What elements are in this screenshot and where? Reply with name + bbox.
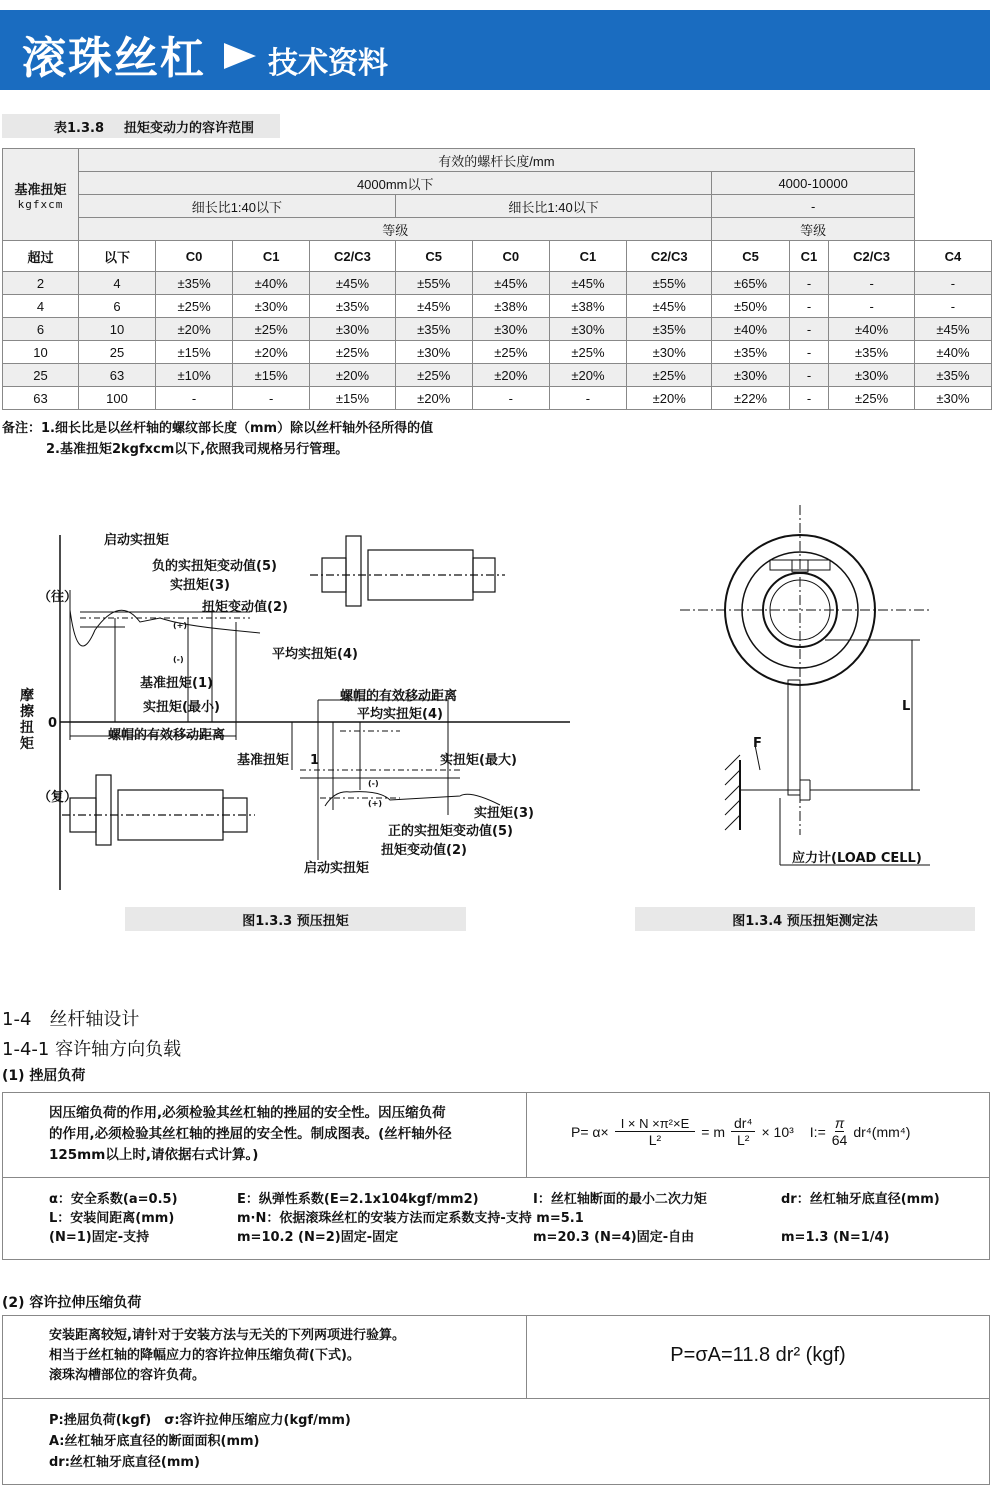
table-cell: ±38% <box>472 295 549 318</box>
label-nut-travel: 螺帽的有效移动距离 <box>340 689 458 704</box>
table-cell: - <box>789 295 829 318</box>
table-cell: 2 <box>3 272 79 295</box>
label-force: F <box>753 736 762 751</box>
label-pos-variation: 正的实扭矩变动值(5) <box>388 824 513 839</box>
table-cell: - <box>914 295 991 318</box>
table-cell: - <box>789 387 829 410</box>
table-cell: ±45% <box>914 318 991 341</box>
table-cell: ±65% <box>712 272 789 295</box>
table-cell: ±20% <box>549 364 626 387</box>
table-cell: ±30% <box>627 341 712 364</box>
table-cell: ±20% <box>310 364 395 387</box>
table-cell: ±45% <box>627 295 712 318</box>
table-cell: ±15% <box>310 387 395 410</box>
divider <box>3 1398 989 1399</box>
table-cell: ±25% <box>627 364 712 387</box>
grade-col: C0 <box>156 241 233 272</box>
length-header: 有效的螺杆长度/mm <box>79 149 915 172</box>
table-cell: - <box>789 341 829 364</box>
table-cell: ±30% <box>712 364 789 387</box>
table-cell: 10 <box>3 341 79 364</box>
table-cell: - <box>233 387 310 410</box>
tension-box <box>2 1315 990 1485</box>
table-cell: ±30% <box>829 364 914 387</box>
table-cell: ±40% <box>712 318 789 341</box>
table-cell: ±30% <box>233 295 310 318</box>
label-max-torque: 实扭矩(最大) <box>440 753 517 768</box>
table-cell: 4 <box>3 295 79 318</box>
note-2: 2.基准扭矩2kgfxcm以下,依照我司规格另行管理。 <box>46 442 349 457</box>
label-average-torque: 平均实扭矩(4) <box>357 707 443 722</box>
divider <box>526 1093 527 1177</box>
label-ref-torque: 基准扭矩 <box>237 753 290 768</box>
grade-col: C1 <box>549 241 626 272</box>
label-start-torque: 启动实扭矩 <box>304 861 370 876</box>
page-header <box>0 10 990 90</box>
grade-col: C0 <box>472 241 549 272</box>
preload-torque-diagram <box>0 500 600 890</box>
range1-header: 4000mm以下 <box>79 172 712 195</box>
buckling-title: (1) 挫屈负荷 <box>2 1068 86 1084</box>
grade-col: C5 <box>712 241 789 272</box>
table-cell: ±20% <box>627 387 712 410</box>
table-cell: - <box>789 272 829 295</box>
table-cell: ±45% <box>310 272 395 295</box>
table-cell: ±15% <box>233 364 310 387</box>
label-one: 1 <box>310 753 320 768</box>
table-cell: ±35% <box>156 272 233 295</box>
table-row <box>3 364 992 387</box>
table-cell: ±25% <box>549 341 626 364</box>
buckling-formula: P= α× $\frac{\text{I × N ×π²×E}}{\text{L²}}$ = m $\frac{\text{dr⁴}}{\text{L²}}$ × 10³ I:= $\frac{\pi}{64}$ dr⁴(mm⁴) <box>571 1115 911 1148</box>
table-cell: - <box>829 295 914 318</box>
y-axis-label: 摩擦扭矩 <box>20 688 34 752</box>
table-cell: ±35% <box>627 318 712 341</box>
tension-description: 安装距离较短,请针对于安装方法与无关的下列两项进行验算。 相当于丝杠轴的降幅应力的容许拉伸压缩负荷(下式)。 滚珠沟槽部位的容许负荷。 <box>49 1328 405 1383</box>
grade-col: C1 <box>789 241 829 272</box>
header-subtitle: 技术资料 <box>268 46 388 81</box>
buckling-definitions: α：安全系数(a=0.5) E：纵弹性系数(E=2.1x104kgf/mm2) I：丝杠轴断面的最小二次力矩 dr：丝杠轴牙底直径(mm) L：安装间距离(mm) m·N：依据滚珠丝杠的安装方法而定系数支持-支持 m=5.1 (N=1)固定-支持 m=10.2 (N=2)固定-固定 m=20.3 (N=4)固定-自由 m=1.3 (N=1/4) <box>49 1192 940 1245</box>
grade-header: 等级 <box>712 218 914 241</box>
table-cell: ±10% <box>156 364 233 387</box>
section-title: 1-4 丝杆轴设计 <box>2 1009 140 1030</box>
table-cell: ±45% <box>472 272 549 295</box>
table-row <box>3 387 992 410</box>
note-1: 备注：1.细长比是以丝杆轴的螺纹部长度（mm）除以丝杆轴外径所得的值 <box>2 421 434 436</box>
grade-col: C2/C3 <box>829 241 914 272</box>
table-cell: 25 <box>79 341 156 364</box>
range2-header: 4000-10000 <box>712 172 914 195</box>
divider <box>3 1177 989 1178</box>
label-actual-torque: 实扭矩(3) <box>170 578 230 593</box>
table-cell: ±35% <box>829 341 914 364</box>
ratio-header: 细长比1:40以下 <box>395 195 712 218</box>
table-cell: ±25% <box>829 387 914 410</box>
forward-label: （往） <box>38 590 78 605</box>
figure-caption: 图1.3.3 预压扭矩 <box>125 907 466 931</box>
label-length: L <box>902 699 911 714</box>
grade-col: C2/C3 <box>627 241 712 272</box>
subsection-title: 1-4-1 容许轴方向负载 <box>2 1039 182 1060</box>
table-row <box>3 295 992 318</box>
table-cell: - <box>914 272 991 295</box>
table-cell: 4 <box>79 272 156 295</box>
col-under: 以下 <box>79 241 156 272</box>
table-cell: ±30% <box>395 341 472 364</box>
table-cell: ±25% <box>472 341 549 364</box>
label-ref-torque: 基准扭矩(1) <box>140 676 213 691</box>
col-over: 超过 <box>3 241 79 272</box>
table-cell: 6 <box>79 295 156 318</box>
label-start-torque: 启动实扭矩 <box>104 533 170 548</box>
table-cell: ±15% <box>156 341 233 364</box>
grade-col: C5 <box>395 241 472 272</box>
label-torque-variation: 扭矩变动值(2) <box>381 843 467 858</box>
table-cell: ±30% <box>472 318 549 341</box>
table-cell: ±40% <box>914 341 991 364</box>
table-cell: ±35% <box>395 318 472 341</box>
label-min-torque: 实扭矩(最小) <box>143 700 220 715</box>
table-cell: ±40% <box>233 272 310 295</box>
label-load-cell: 应力计(LOAD CELL) <box>792 851 922 866</box>
table-cell: ±40% <box>829 318 914 341</box>
label-actual-torque: 实扭矩(3) <box>474 806 534 821</box>
table-cell: ±25% <box>233 318 310 341</box>
table-cell: - <box>156 387 233 410</box>
buckling-description: 因压缩负荷的作用,必须检验其丝杠轴的挫屈的安全性。因压缩负荷 的作用,必须检验其丝杠轴的挫屈的安全性。制成图表。(丝杆轴外径 125mm以上时,请依据右式计算。) <box>49 1105 452 1163</box>
tension-title: (2) 容许拉伸压缩负荷 <box>2 1295 142 1311</box>
table-cell: ±45% <box>395 295 472 318</box>
table-caption-number: 表1.3.8 <box>54 120 105 136</box>
label-average-torque: 平均实扭矩(4) <box>272 647 358 662</box>
table-cell: ±22% <box>712 387 789 410</box>
grade-col: C4 <box>914 241 991 272</box>
label-plus: (+) <box>368 799 383 808</box>
backward-label: （复） <box>38 790 78 805</box>
table-cell: ±50% <box>712 295 789 318</box>
buckling-box <box>2 1092 990 1260</box>
ref-torque-header: 基准扭矩 kgfxcm <box>3 149 79 241</box>
table-cell: ±30% <box>914 387 991 410</box>
table-cell: ±35% <box>914 364 991 387</box>
table-cell: ±20% <box>156 318 233 341</box>
table-cell: - <box>549 387 626 410</box>
table-cell: - <box>789 364 829 387</box>
table-cell: 63 <box>3 387 79 410</box>
arrow-right-icon <box>224 43 256 69</box>
grade-header: 等级 <box>79 218 712 241</box>
table-cell: ±30% <box>310 318 395 341</box>
tension-formula: P=σA=11.8 dr² (kgf) <box>670 1344 846 1366</box>
table-cell: 63 <box>79 364 156 387</box>
table-cell: ±35% <box>712 341 789 364</box>
preload-measurement-diagram <box>640 500 980 880</box>
table-cell: 6 <box>3 318 79 341</box>
label-plus: (+) <box>173 621 188 630</box>
table-cell: ±55% <box>627 272 712 295</box>
table-cell: ±55% <box>395 272 472 295</box>
label-minus: (-) <box>368 779 379 788</box>
header-title: 滚珠丝杠 <box>22 33 206 84</box>
grade-col: C2/C3 <box>310 241 395 272</box>
table-cell: ±45% <box>549 272 626 295</box>
ratio-header: - <box>712 195 914 218</box>
table-caption-text: 扭矩变动力的容许范围 <box>124 120 255 136</box>
table-cell: - <box>472 387 549 410</box>
label-torque-variation: 扭矩变动值(2) <box>202 600 288 615</box>
table-cell: - <box>829 272 914 295</box>
ratio-header: 细长比1:40以下 <box>79 195 396 218</box>
table-cell: ±25% <box>156 295 233 318</box>
table-cell: ±20% <box>472 364 549 387</box>
label-zero: 0 <box>48 716 58 731</box>
table-row <box>3 318 992 341</box>
table-cell: ±35% <box>310 295 395 318</box>
table-row <box>3 341 992 364</box>
table-cell: 25 <box>3 364 79 387</box>
table-cell: ±25% <box>395 364 472 387</box>
table-cell: ±25% <box>310 341 395 364</box>
table-cell: ±30% <box>549 318 626 341</box>
table-cell: - <box>789 318 829 341</box>
grade-col: C1 <box>233 241 310 272</box>
table-cell: ±20% <box>395 387 472 410</box>
torque-tolerance-table <box>2 148 992 410</box>
label-minus: (-) <box>173 655 184 664</box>
label-nut-travel: 螺帽的有效移动距离 <box>108 728 226 743</box>
table-row <box>3 272 992 295</box>
table-cell: 100 <box>79 387 156 410</box>
label-neg-variation: 负的实扭矩变动值(5) <box>152 559 277 574</box>
table-cell: ±20% <box>233 341 310 364</box>
table-caption <box>2 114 280 138</box>
tension-definitions: P:挫屈负荷(kgf) σ:容许拉伸压缩应力(kgf/mm) A:丝杠轴牙底直径的断面面积(mm) dr:丝杠轴牙底直径(mm) <box>49 1413 351 1470</box>
table-cell: 10 <box>79 318 156 341</box>
figure-caption: 图1.3.4 预压扭矩测定法 <box>635 907 975 931</box>
table-cell: ±38% <box>549 295 626 318</box>
